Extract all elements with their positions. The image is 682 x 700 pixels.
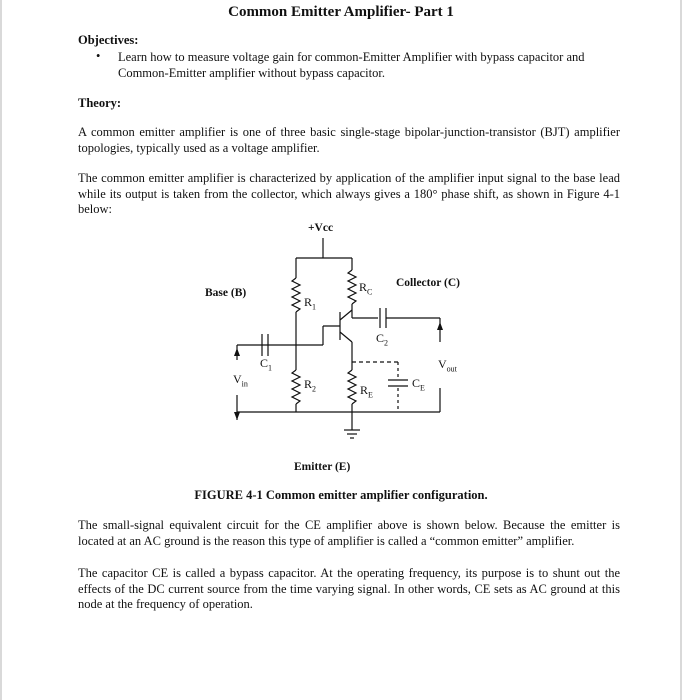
r2-letter: R: [304, 377, 313, 391]
transistor-collector-lead: [340, 310, 352, 320]
ce-subscript: E: [420, 383, 425, 393]
rc-resistor: [348, 270, 356, 304]
document-title: Common Emitter Amplifier- Part 1: [228, 4, 454, 20]
after-figure-paragraph-1: The small-signal equivalent circuit for the CE amplifier above is shown below. Because the emitter is located at an AC ground is the reason this type of amplifier is called a “common emitter” amplifier.: [78, 518, 620, 548]
vout-letter: V: [438, 357, 447, 371]
r1-subscript: 1: [312, 302, 317, 312]
ce-label: [412, 376, 425, 392]
r2-subscript: 2: [312, 384, 317, 394]
vin-subscript: in: [241, 379, 248, 389]
collector-label: Collector (C): [396, 277, 460, 289]
theory-heading: Theory:: [78, 96, 122, 110]
vin-arrow-down: [234, 412, 240, 420]
c2-letter: C: [376, 331, 385, 345]
vout-subscript: out: [446, 364, 457, 374]
re-subscript: E: [368, 390, 373, 400]
rc-letter: R: [359, 280, 368, 294]
vin-letter: V: [233, 372, 242, 386]
ce-letter: C: [412, 376, 421, 390]
bullet-marker: •: [96, 49, 101, 63]
c1-letter: C: [260, 356, 269, 370]
r2-resistor: [292, 370, 300, 404]
figure-caption: FIGURE 4-1 Common emitter amplifier configuration.: [194, 488, 488, 502]
theory-paragraph-2: The common emitter amplifier is characterized by application of the amplifier input signal to the base lead while its output is taken from the collector, which always gives a 180° phase shift, as shown in Figure 4-1 below:: [78, 171, 620, 216]
re-label: [360, 383, 373, 399]
vin-arrow-up: [234, 348, 240, 356]
theory-paragraph-1: A common emitter amplifier is one of three basic single-stage bipolar-junction-transistor (BJT) amplifier topologies, typically used as a voltage amplifier.: [78, 125, 620, 155]
c2-subscript: 2: [384, 338, 389, 348]
vout-arrow-up: [437, 322, 443, 330]
r1-letter: R: [304, 295, 313, 309]
c1-subscript: 1: [268, 363, 273, 373]
r1-resistor: [292, 278, 300, 312]
rc-subscript: C: [367, 287, 373, 297]
vcc-label: +Vcc: [308, 222, 334, 234]
after-figure-paragraph-2: The capacitor CE is called a bypass capacitor. At the operating frequency, its purpose is to shunt out the effects of the DC current source from the time varying signal. In other words, CE sets as AC ground at this node at the frequency of operation.: [78, 566, 620, 611]
objectives-heading: Objectives:: [78, 33, 139, 47]
re-letter: R: [360, 383, 369, 397]
base-label: Base (B): [205, 287, 247, 299]
c1-label: [260, 356, 272, 372]
emitter-label: Emitter (E): [294, 461, 351, 473]
r2-label: [304, 377, 316, 393]
transistor-emitter-lead: [340, 332, 352, 342]
rc-label: [359, 280, 372, 296]
vin-label: [233, 372, 248, 388]
objective-item: Learn how to measure voltage gain for common-Emitter Amplifier with bypass capacitor and Common-Emitter amplifier without bypass capacitor.: [118, 50, 585, 80]
vout-label: [438, 357, 457, 373]
re-resistor: [348, 370, 356, 404]
r1-label: [304, 295, 316, 311]
c2-label: [376, 331, 388, 347]
